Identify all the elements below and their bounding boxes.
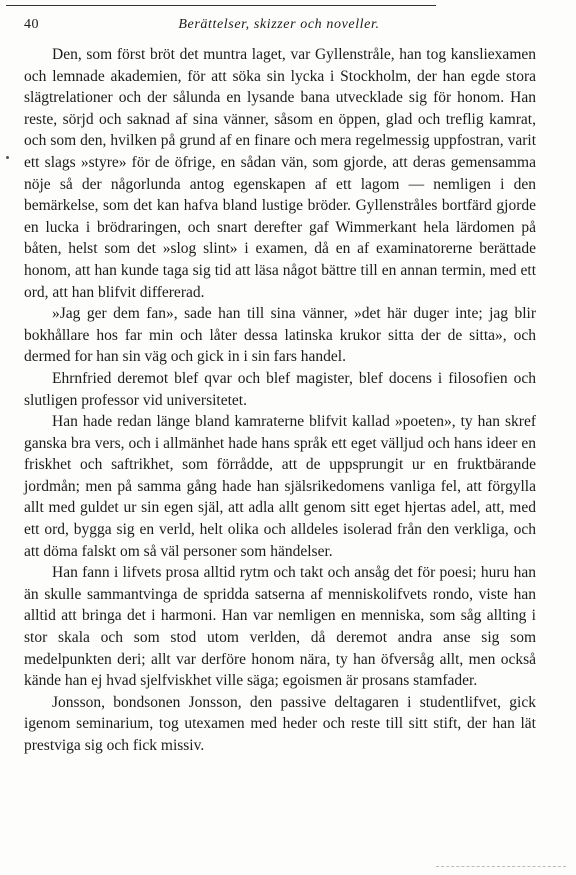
page-number: 40 — [24, 17, 39, 32]
paragraph: Ehrnfried deremot blef qvar och blef magister, blef docens i filosofien och slutligen professor vid universitetet. — [24, 369, 536, 409]
margin-mark — [6, 156, 9, 159]
paragraph: Jonsson, bondsonen Jonsson, den passive deltagaren i studentlifvet, gick igenom seminarium, tog utexamen med heder och reste till sitt stift, der han lät prestviga sig och fick missiv. — [24, 693, 536, 754]
paragraph: »Jag ger dem fan», sade han till sina vänner, »det här duger inte; jag blir bokhållare hos far min och låter dessa latinska krukor sitta der de sitta», och dermed for han sin väg och gick in i sin fars handel. — [24, 305, 536, 366]
paragraph: Han hade redan länge bland kamraterne blifvit kallad »poeten», ty han skref ganska bra vers, och i allmänhet hade hans språk ett eget välljud och hans ideer en friskhet och saftrikhet, som förrådde, att de uppsprungit ur en fruktbärande jordmån; men på samma gång hade han själsrikedomens vanliga fel, att förgylla allt med guldet ur sin egen själ, att adla allt genom sitt eget hjertas adel, att, med ett ord, bygga sig en verld, helt olika och alldeles isolerad från den verkliga, och att döma falskt om så väl personer som händelser. — [24, 413, 536, 560]
body-text — [24, 44, 536, 757]
bottom-edge-mark — [436, 866, 566, 867]
paragraph: Han fann i lifvets prosa alltid rytm och takt och ansåg det för poesi; huru han än skulle sammantvinga de spridda satserna af menniskolifvets rondo, viste han alltid att bringa det i harmoni. Han var nemligen en menniska, som såg allting i stor skala och som stod utom verlden, då deremot andra anse sig som medelpunkten deri; allt var derföre honom nära, ty han öfversåg allt, men också kände han ej hvad sjelfviskhet ville säga; egoismen är prosans stamfader. — [24, 564, 536, 690]
page-header — [24, 17, 534, 37]
paragraph: Den, som först bröt det muntra laget, var Gyllenstråle, han tog kansliexamen och lemnade akademien, för att söka sin lycka i Stockholm, der han egde stora slägtrelationer och der sålunda en lysande bana utvecklade sig för honom. Han reste, sörjd och saknad af sina vänner, såsom en öppen, glad och treflig kamrat, och som den, hvilken på grund af en finare och mera regelmessig uppfostran, varit ett slags »styre» för de öfrige, en sådan vän, som gjorde, att deras gemensamma nöje så der någorlunda antog egenskapen af ett lagom — nemligen i den bemärkelse, som det kan hafva bland lustige bröder. Gyllenstråles bortfärd gjorde en lucka i brödraringen, och snart derefter gaf Wimmerkant hela lärdomen på båten, helst som det »slog slint» i examen, då en af examinatorerne berättade honom, att han kunde taga sig tid att läsa något bättre till en annan termin, med ett ord, att han blifvit differerad. — [24, 46, 536, 301]
running-head: Berättelser, skizzer och noveller. — [178, 17, 380, 32]
top-rule — [6, 5, 436, 6]
